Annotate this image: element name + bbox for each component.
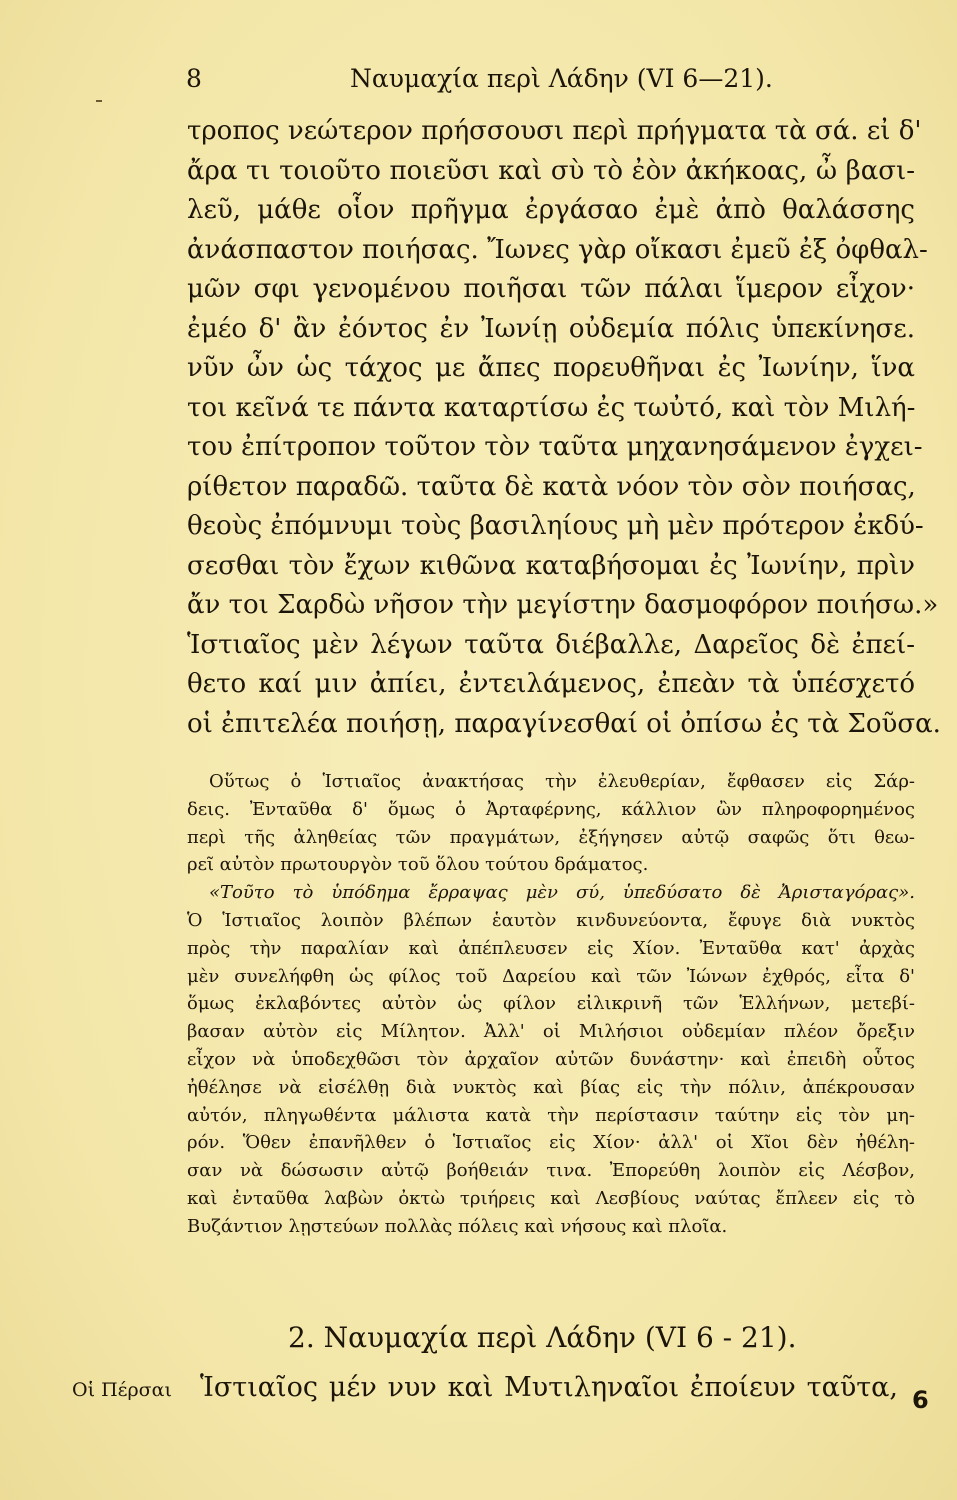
commentary-line: Ὁ Ἱστιαῖος λοιπὸν βλέπων ἑαυτὸν κινδυνεύοντα, ἔφυγε διὰ νυκτὸς bbox=[187, 909, 915, 931]
text-line: οἱ ἐπιτελέα ποιήσῃ, παραγίνεσθαί οἱ ὀπίσω ἐς τὰ Σοῦσα. bbox=[187, 708, 941, 739]
commentary-line: καὶ ἐνταῦθα λαβὼν ὀκτὼ τριήρεις καὶ Λεσβίους ναύτας ἔπλεεν εἰς τὸ bbox=[187, 1187, 915, 1209]
section-heading: 2. Ναυμαχία περὶ Λάδην (VI 6 - 21). bbox=[288, 1321, 797, 1354]
commentary-line: εἶχον νὰ ὑποδεχθῶσι τὸν ἀρχαῖον αὐτῶν δυνάστην· καὶ ἐπειδὴ οὗτος bbox=[187, 1048, 915, 1070]
text-line: ἄν τοι Σαρδὼ νῆσον τὴν μεγίστην δασμοφόρον ποιήσω.» bbox=[187, 590, 939, 620]
text-line: τροπος νεώτερον πρήσσουσι περὶ πρήγματα τὰ σά. εἰ δ' bbox=[187, 116, 922, 146]
text-line: ρίθετον παραδῶ. ταῦτα δὲ κατὰ νόον τὸν σὸν ποιήσας, bbox=[187, 471, 916, 502]
text-line: σεσθαι τὸν ἔχων κιθῶνα καταβήσομαι ἐς Ἰωνίην, πρὶν bbox=[187, 550, 915, 581]
text-line: ἐμέο δ' ἂν ἐόντος ἐν Ἰωνίῃ οὐδεμία πόλις ὑπεκίνησε. bbox=[187, 313, 915, 344]
commentary-line: βασαν αὐτὸν εἰς Μίλητον. Ἀλλ' οἱ Μιλήσιοι οὐδεμίαν πλέον ὄρεξιν bbox=[187, 1021, 915, 1043]
commentary-line: ρόν. Ὅθεν ἐπανῆλθεν ὁ Ἱστιαῖος εἰς Χίον· ἀλλ' οἱ Χῖοι δὲν ἠθέλη- bbox=[187, 1132, 915, 1154]
text-line: θεοὺς ἐπόμνυμι τοὺς βασιληίους μὴ μὲν πρότερον ἐκδύ- bbox=[187, 511, 924, 541]
text-line: μῶν σφι γενομένου ποιῆσαι τῶν πάλαι ἵμερον εἶχον· bbox=[187, 274, 915, 304]
commentary-line: αὐτόν, πληγωθέντα μάλιστα κατὰ τὴν περίστασιν ταύτην εἰς τὸν μη- bbox=[187, 1104, 915, 1126]
text-line: λεῦ, μάθε οἷον πρῆγμα ἐργάσαο ἐμὲ ἀπὸ θαλάσσης bbox=[187, 195, 915, 225]
quote-line: «Τοῦτο τὸ ὑπόδημα ἔρραψας μὲν σύ, ὑπεδύσατο δὲ Ἀρισταγόρας». bbox=[209, 882, 915, 904]
text-line: νῦν ὦν ὡς τάχος με ἄπες πορευθῆναι ἐς Ἰωνίην, ἵνα bbox=[187, 353, 915, 383]
text-line: Ἱστιαῖος μέν νυν καὶ Μυτιληναῖοι ἐποίευν ταῦτα, bbox=[200, 1372, 898, 1403]
text-line: του ἐπίτροπον τοῦτον τὸν ταῦτα μηχανησάμενον ἐγχει- bbox=[187, 432, 923, 462]
text-line: ἀνάσπαστον ποιήσας. Ἴωνες γὰρ οἴκασι ἐμεῦ ἐξ ὀφθαλ- bbox=[187, 234, 928, 265]
commentary-line: Οὕτως ὁ Ἱστιαῖος ἀνακτήσας τὴν ἐλευθερίαν, ἔφθασεν εἰς Σάρ- bbox=[209, 771, 915, 792]
page-number: 8 bbox=[186, 64, 202, 93]
text-line: ἄρα τι τοιοῦτο ποιεῦσι καὶ σὺ τὸ ἐὸν ἀκήκοας, ὦ βασι- bbox=[187, 155, 915, 186]
commentary-line: μὲν συνελήφθη ὡς φίλος τοῦ Δαρείου καὶ τῶν Ἰώνων ἐχθρός, εἶτα δ' bbox=[187, 965, 915, 987]
commentary-block bbox=[187, 768, 915, 1241]
commentary-line: ὅμως ἐκλαβόντες αὐτὸν ὡς φίλον εἰλικρινῆ τῶν Ἑλλήνων, μετεβί- bbox=[187, 993, 915, 1015]
commentary-line: ἠθέλησε νὰ εἰσέλθῃ διὰ νυκτὸς καὶ βίας εἰς τὴν πόλιν, ἀπέκρουσαν bbox=[187, 1076, 915, 1098]
commentary-line: πρὸς τὴν παραλίαν καὶ ἀπέπλευσεν εἰς Χίον. Ἐνταῦθα κατ' ἀρχὰς bbox=[187, 937, 915, 959]
text-line: Ἱστιαῖος μὲν λέγων ταῦτα διέβαλλε, Δαρεῖος δὲ ἐπεί- bbox=[187, 629, 915, 660]
text-line: τοι κεῖνά τε πάντα καταρτίσω ἐς τωὐτό, καὶ τὸν Μιλή- bbox=[187, 392, 916, 423]
commentary-line: σαν νὰ δώσωσιν αὐτῷ βοήθειάν τινα. Ἐπορεύθη λοιπὸν εἰς Λέσβον, bbox=[187, 1160, 915, 1182]
commentary-line: ρεῖ αὐτὸν πρωτουργὸν τοῦ ὅλου τούτου δράματος. bbox=[187, 854, 649, 876]
commentary-line: δεις. Ἐνταῦθα δ' ὅμως ὁ Ἀρταφέρνης, κάλλιον ὢν πληροφορημένος bbox=[187, 798, 915, 820]
greek-text-block bbox=[187, 112, 941, 744]
margin-note: Οἱ Πέρσαι bbox=[72, 1379, 172, 1401]
commentary-line: περὶ τῆς ἀληθείας τῶν πραγμάτων, ἐξήγησεν αὐτῷ σαφῶς ὅτι θεω- bbox=[187, 826, 915, 848]
margin-mark bbox=[96, 100, 102, 102]
text-line: θετο καί μιν ἀπίει, ἐντειλάμενος, ἐπεὰν τὰ ὑπέσχετό bbox=[187, 669, 915, 699]
running-title: Ναυμαχία περὶ Λάδην (VI 6—21). bbox=[350, 64, 773, 93]
commentary-line: Βυζάντιον λῃστεύων πολλὰς πόλεις καὶ νήσους καὶ πλοῖα. bbox=[187, 1215, 728, 1237]
signature-mark: 6 bbox=[912, 1386, 929, 1414]
